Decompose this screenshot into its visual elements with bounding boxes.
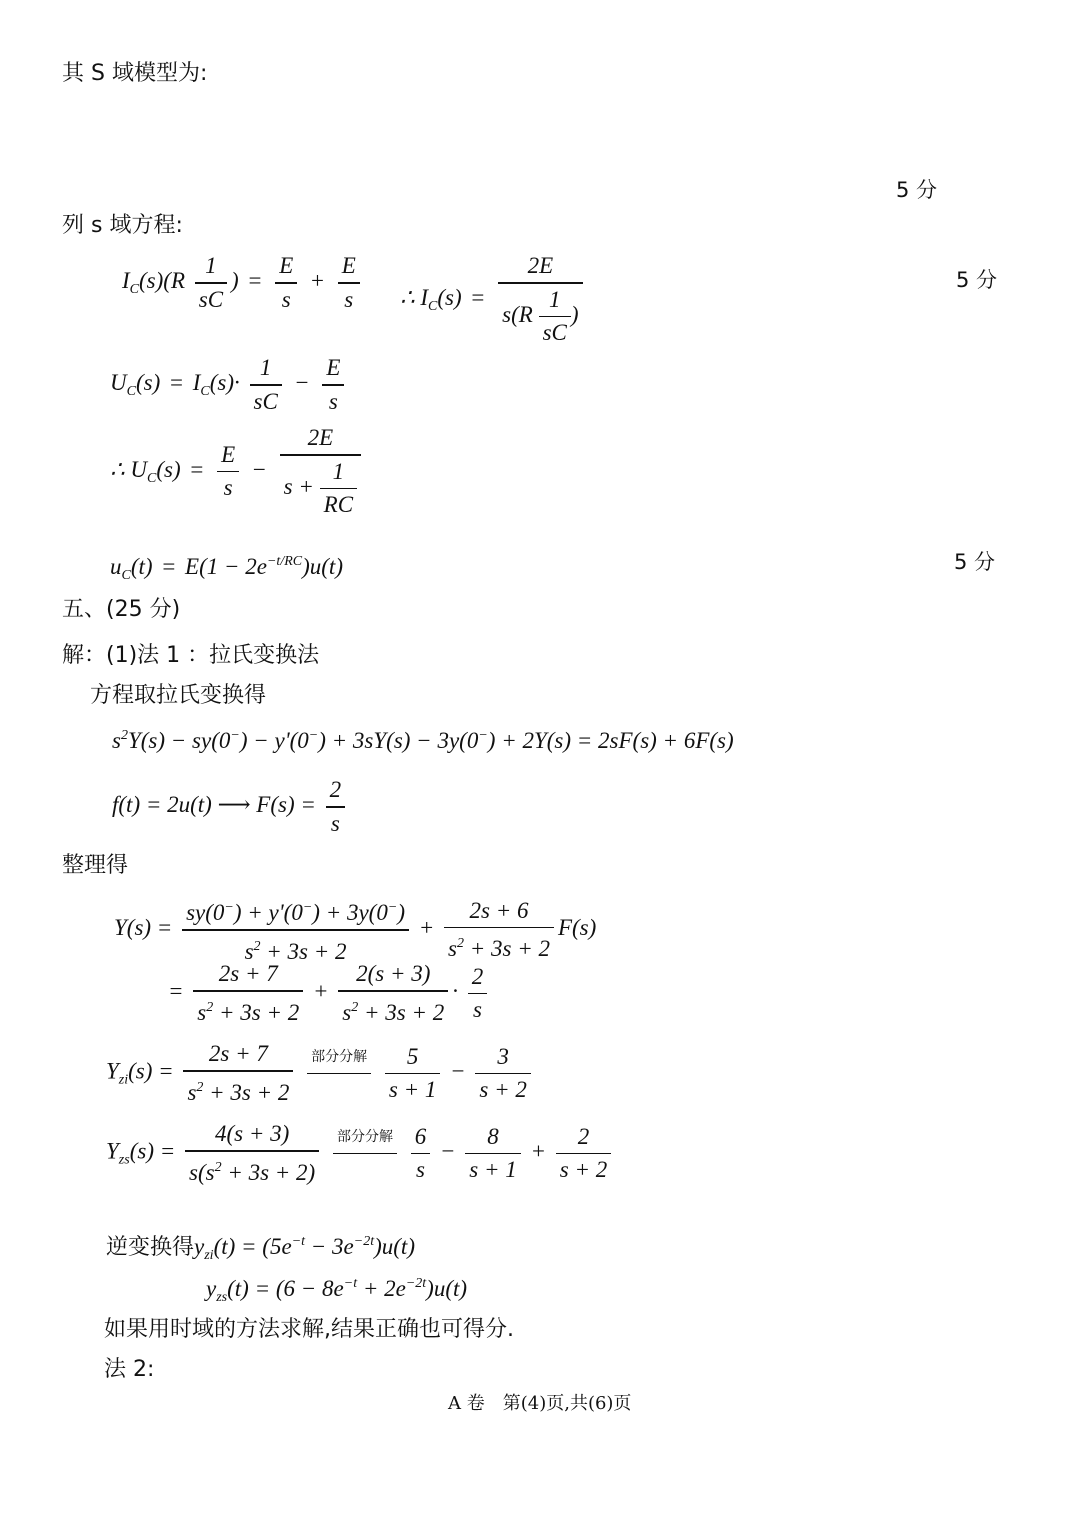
equation-uc: $U_C(s) = I_C(s)\cdot$ $\frac{1}{sC}$ − $\frac{E}{s}$ bbox=[110, 354, 348, 416]
section-five-heading: 五、(25 分) bbox=[62, 597, 181, 622]
inverse-label: 逆变换得 bbox=[106, 1235, 195, 1260]
s-domain-model-label: 其 S 域模型为: bbox=[62, 61, 208, 86]
laplace-transform-label: 方程取拉氏变换得 bbox=[90, 683, 267, 708]
time-domain-note: 如果用时域的方法求解,结果正确也可得分. bbox=[104, 1317, 514, 1342]
equation-laplace: $s^2Y(s) - sy(0^-) - y'(0^-) + 3sY(s) - 3y(0^-) + 2Y(s) = 2sF(s) + 6F(s)$ bbox=[112, 728, 734, 753]
partial-fraction-label-2: 部分分解 bbox=[336, 1128, 393, 1145]
equation-uc-time: $u_C(t) = E(1 - 2e^{-t/RC})u(t)$ bbox=[110, 554, 343, 583]
page-footer: A 卷 第(4)页,共(6)页 bbox=[448, 1393, 632, 1414]
method1-label: 解：(1)法 1 ：拉氏变换法 bbox=[62, 643, 320, 668]
equation-yzs-time: $y_{zs}(t) = (6 - 8e^{-t} + 2e^{-2t})u(t)$ bbox=[206, 1276, 468, 1305]
partial-fraction-label-1: 部分分解 bbox=[311, 1048, 368, 1065]
score-mark-1: 5 分 bbox=[896, 178, 938, 202]
s-domain-equations-label: 列 s 域方程: bbox=[62, 213, 183, 238]
score-mark-3: 5 分 bbox=[954, 550, 996, 574]
equation-ic-left: $I_C(s)(R$ $\frac{1}{sC}$ ) = $\frac{E}{s}$ + $\frac{E}{s}$ bbox=[122, 252, 364, 314]
equation-uc-result: ∴ $U_C(s)$ = $\frac{E}{s}$ − 2E s + $\frac{1}{RC}$ bbox=[110, 424, 365, 519]
equation-Y: Y(s) = $\frac{sy(0^-) + y'(0^-) + 3y(0^-)}{s^2 + 3s + 2}$ + $\frac{2s + 6}{s^2 + 3s + 2}$ F(s) bbox=[114, 897, 597, 964]
inverse-transform-line: 逆变换得$y_{zi}(t) = (5e^{-t} - 3e^{-2t})u(t)$ bbox=[106, 1234, 415, 1263]
arrange-label: 整理得 bbox=[62, 853, 129, 878]
score-mark-2: 5 分 bbox=[956, 268, 998, 292]
equation-Yzs: $Y_{zs}(s)$ = $\frac{4(s + 3)}{s(s^2 + 3s + 2)}$ 部分分解 $\frac{6}{s}$ − $\frac{8}{s + 1}$ + $\frac{2}{s + 2}$ bbox=[106, 1120, 615, 1187]
equation-Yzi: $Y_{zi}(s)$ = $\frac{2s + 7}{s^2 + 3s + 2}$ 部分分解 $\frac{5}{s + 1}$ − $\frac{3}{s + 2}$ bbox=[106, 1040, 535, 1107]
equation-ic-right: ∴ $I_C(s)$ = 2E s(R $\frac{1}{sC}$ ) bbox=[400, 252, 587, 347]
equation-input: f(t) = 2u(t) ⟶ F(s) = $\frac{2}{s}$ bbox=[112, 776, 349, 838]
equation-Y-substituted: = $\frac{2s + 7}{s^2 + 3s + 2}$ + $\frac{2(s + 3)}{s^2 + 3s + 2}$ · $\frac{2}{s}$ bbox=[168, 960, 491, 1027]
method2-label: 法 2: bbox=[104, 1357, 155, 1382]
